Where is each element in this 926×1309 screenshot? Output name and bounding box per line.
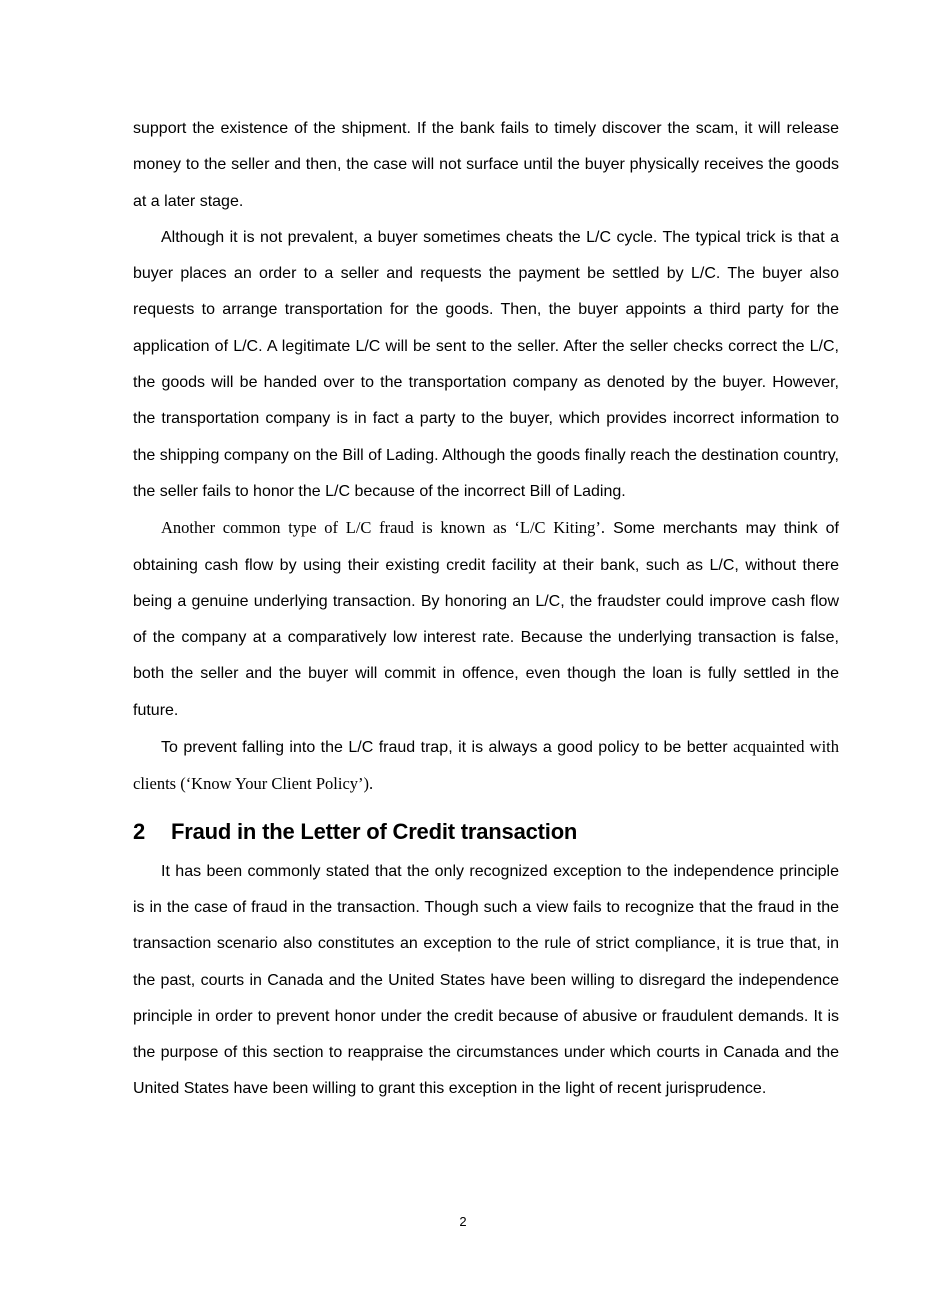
prevention-text: To prevent falling into the L/C fraud trap, it is always a good policy to be better xyxy=(161,739,734,757)
page-number: 2 xyxy=(459,1214,467,1229)
section-title: Fraud in the Letter of Credit transaction xyxy=(171,818,578,844)
lc-kiting-body: Some merchants may think of obtaining cash flow by using their existing credit facility at their bank, such as L/C, without there being a genuine underlying transaction. By honoring an L/C, the fraudster could improve cash flow of the company at a comparatively low interest rate. Because the underlying transaction is false, both the seller and the buyer will commit in offence, even though the loan is fully settled in the future. xyxy=(133,520,839,719)
paragraph-shipment-scam: support the existence of the shipment. If the bank fails to timely discover the scam, it will release money to the seller and then, the case will not surface until the buyer physically receives the goods at a later stage. xyxy=(133,120,839,210)
paragraph-lc-kiting xyxy=(133,510,839,729)
prevention-policy: acquainted with clients (‘Know Your Client Policy’). xyxy=(133,737,840,794)
document-body xyxy=(133,111,839,1108)
paragraph-prevention xyxy=(133,729,839,804)
section-number: 2 xyxy=(133,818,146,844)
lc-kiting-intro: Another common type of L/C fraud is known as ‘L/C Kiting’. xyxy=(161,518,606,538)
paragraph-buyer-cheats: Although it is not prevalent, a buyer sometimes cheats the L/C cycle. The typical trick is that a buyer places an order to a seller and requests the payment be settled by L/C. The buyer also requests to arrange transportation for the goods. Then, the buyer appoints a third party for the application of L/C. A legitimate L/C will be sent to the seller. After the seller checks correct the L/C, the goods will be handed over to the transportation company as denoted by the buyer. However, the transportation company is in fact a party to the buyer, which provides incorrect information to the shipping company on the Bill of Lading. Although the goods finally reach the destination country, the seller fails to honor the L/C because of the incorrect Bill of Lading. xyxy=(133,228,839,500)
paragraph-fraud-exception: It has been commonly stated that the only recognized exception to the independence principle is in the case of fraud in the transaction. Though such a view fails to recognize that the fraud in the transaction scenario also constitutes an exception to the rule of strict compliance, it is true that, in the past, courts in Canada and the United States have been willing to disregard the independence principle in order to prevent honor under the credit because of abusive or fraudulent demands. It is the purpose of this section to reappraise the circumstances under which courts in Canada and the United States have been willing to grant this exception in the light of recent jurisprudence. xyxy=(133,862,839,1098)
section-heading xyxy=(133,810,839,854)
